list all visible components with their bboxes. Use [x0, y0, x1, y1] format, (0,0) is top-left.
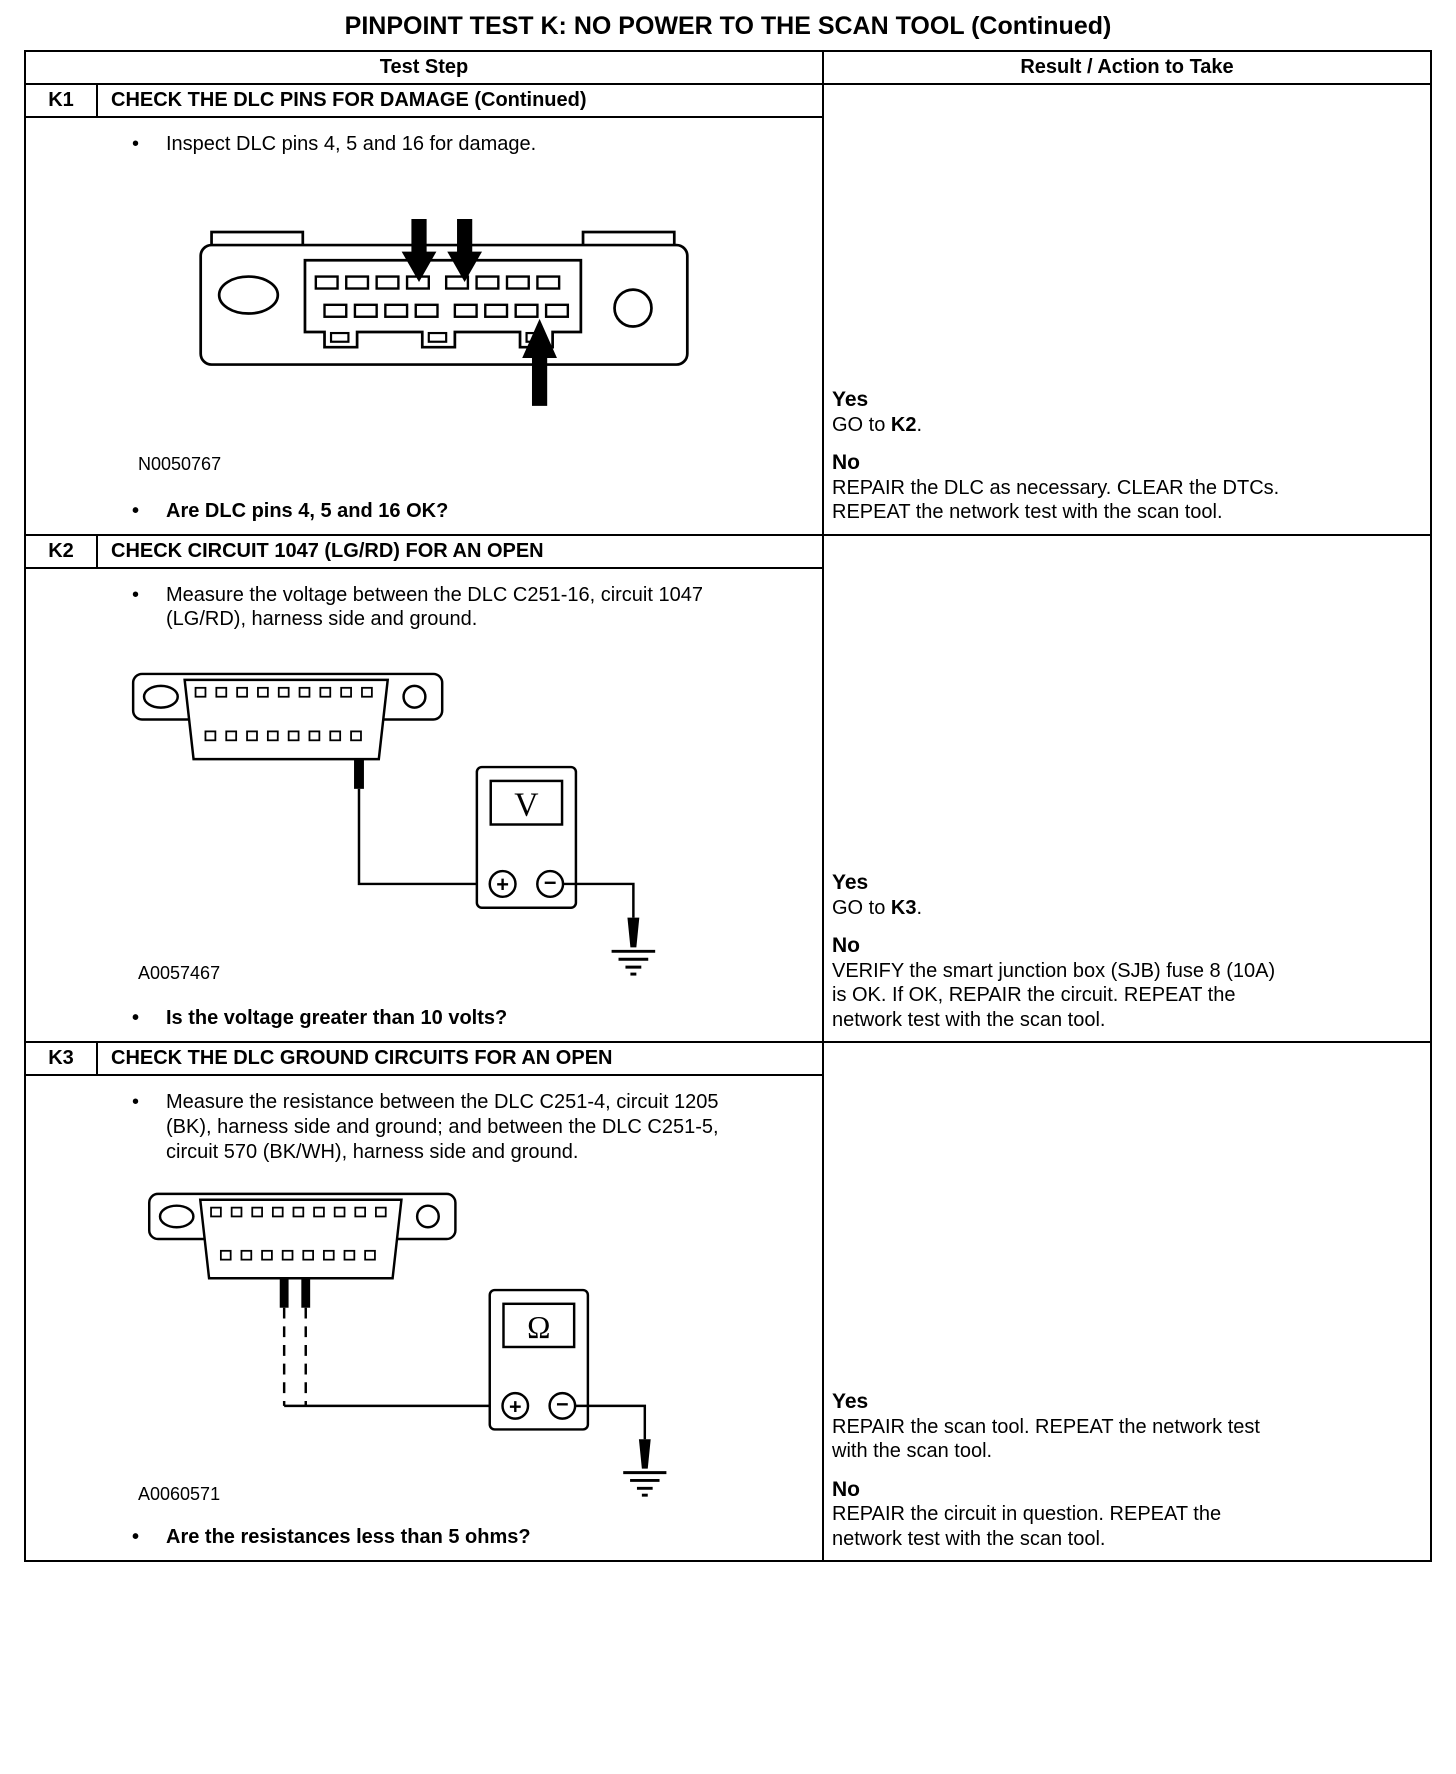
step-body-k3 [26, 1076, 822, 1560]
step-id-k2: K2 [26, 536, 98, 567]
dlc-face-svg [194, 219, 694, 408]
question-text-k1: Are DLC pins 4, 5 and 16 OK? [166, 499, 449, 522]
yes-action-pre: REPAIR the scan tool. REPEAT the network test with the scan tool. [832, 1416, 1260, 1463]
page-title: PINPOINT TEST K: NO POWER TO THE SCAN TOOL (Continued) [344, 12, 1112, 40]
minus-terminal-glyph: − [543, 870, 557, 896]
dashed-probe-leads [284, 1308, 306, 1406]
dlc-connector-face-diagram [194, 219, 822, 408]
ground-probe-tip [639, 1440, 651, 1469]
mounting-hole-left [219, 276, 278, 313]
yes-action-post: . [916, 896, 923, 919]
yes-action-pre: GO to [832, 413, 891, 436]
yes-action-k2 [832, 896, 1284, 920]
step-header-k2 [26, 536, 822, 569]
pin-row-top [196, 688, 372, 697]
instruction-text-k1: Inspect DLC pins 4, 5 and 16 for damage. [166, 133, 537, 155]
mounting-hole-right [615, 289, 652, 326]
step-title-k1: CHECK THE DLC PINS FOR DAMAGE (Continued) [111, 89, 587, 111]
bullet-icon: • [132, 133, 140, 155]
no-label: No [832, 451, 860, 475]
no-action-k1: REPAIR the DLC as necessary. CLEAR the DTCs. REPEAT the network test with the scan tool. [832, 476, 1280, 524]
result-no-k2 [832, 933, 1284, 1032]
probe-lead-wire [359, 789, 489, 884]
voltmeter-symbol: V [514, 786, 539, 824]
resistance-test-diagram [144, 1188, 822, 1504]
figure-id-k2: A0057467 [138, 963, 221, 984]
plus-terminal-glyph: + [508, 1394, 522, 1420]
question-row-k1 [26, 499, 822, 524]
yes-label: Yes [832, 1390, 869, 1414]
pin-row-top [211, 1208, 386, 1217]
yes-action-target: K2 [890, 413, 917, 436]
result-no-k3 [832, 1477, 1284, 1551]
figure-id-k1: N0050767 [138, 453, 222, 474]
step-id-k3: K3 [26, 1043, 98, 1074]
mounting-hole-left [144, 686, 178, 708]
mounting-hole-left [160, 1206, 193, 1228]
bullet-icon: • [132, 583, 140, 606]
result-no-k1 [832, 450, 1284, 524]
bullet-icon: • [132, 499, 140, 522]
no-label: No [832, 934, 860, 958]
step-title-k3: CHECK THE DLC GROUND CIRCUITS FOR AN OPEN [111, 1046, 613, 1069]
question-row-k2 [26, 1006, 822, 1031]
result-yes-k3 [832, 1389, 1284, 1463]
instruction-row-k3 [26, 1090, 822, 1164]
question-row-k3 [26, 1525, 822, 1550]
no-label: No [832, 1477, 860, 1501]
pinpoint-test-table [24, 50, 1432, 1562]
question-text-k3: Are the resistances less than 5 ohms? [166, 1526, 531, 1549]
mounting-hole-right [417, 1206, 439, 1228]
plus-terminal-glyph: + [496, 872, 509, 898]
question-text-k2: Is the voltage greater than 10 volts? [166, 1007, 508, 1030]
test-step-column-k2 [26, 536, 824, 1041]
test-row-k3 [26, 1043, 1430, 1560]
test-probe-pin5 [301, 1279, 310, 1308]
instruction-row-k2 [26, 583, 822, 633]
figure-id-k3: A0060571 [138, 1484, 221, 1505]
ground-probe-tip [627, 918, 639, 948]
test-step-column-k3 [26, 1043, 824, 1560]
test-row-k1 [26, 85, 1430, 536]
step-header-k1 [26, 85, 822, 118]
step-id-k1: K1 [26, 85, 98, 116]
result-column-k2 [824, 536, 1430, 1041]
step-body-k2 [26, 569, 822, 1041]
instruction-row-k1 [26, 132, 822, 157]
instruction-text-k3: Measure the resistance between the DLC C251-4, circuit 1205 (BK), harness side and ground; and between the DLC C251-5, circuit 570 (BK/WH), harness side and ground. [166, 1090, 719, 1163]
yes-action-pre: GO to [832, 896, 891, 919]
test-step-column-k1 [26, 85, 824, 534]
step-title-k2: CHECK CIRCUIT 1047 (LG/RD) FOR AN OPEN [111, 539, 544, 562]
yes-label: Yes [832, 871, 869, 895]
test-probe-pin4 [280, 1279, 289, 1308]
minus-terminal-glyph: − [556, 1392, 569, 1418]
no-action-k2: VERIFY the smart junction box (SJB) fuse 8 (10A) is OK. If OK, REPAIR the circuit. REPEAT the network test with the scan tool. [832, 959, 1276, 1031]
step-body-k1 [26, 118, 822, 534]
result-yes-k2 [832, 870, 1284, 920]
yes-action-k3 [832, 1415, 1284, 1464]
step-header-k3 [26, 1043, 822, 1076]
test-row-k2 [26, 536, 1430, 1043]
bullet-icon: • [132, 1007, 140, 1030]
result-column-k3 [824, 1043, 1430, 1560]
result-yes-k1 [832, 387, 1284, 437]
no-action-k3: REPAIR the circuit in question. REPEAT the network test with the scan tool. [832, 1503, 1222, 1550]
table-header-row [26, 52, 1430, 85]
voltage-test-svg [128, 668, 693, 983]
column-header-result: Result / Action to Take [1020, 56, 1234, 78]
yes-action-k1 [832, 413, 1284, 437]
yes-action-post: . [916, 413, 923, 436]
voltage-test-diagram [128, 668, 822, 983]
bullet-icon: • [132, 1090, 140, 1113]
resistance-test-svg [144, 1188, 704, 1504]
yes-label: Yes [832, 388, 869, 412]
mounting-hole-right [404, 686, 426, 708]
result-column-k1 [824, 85, 1430, 534]
test-probe-pin16 [354, 759, 364, 789]
ohmmeter-symbol: Ω [527, 1310, 551, 1346]
instruction-text-k2: Measure the voltage between the DLC C251-16, circuit 1047 (LG/RD), harness side and ground. [166, 583, 703, 631]
bullet-icon: • [132, 1526, 140, 1549]
column-header-test-step: Test Step [26, 52, 824, 83]
yes-action-target: K3 [890, 896, 917, 919]
